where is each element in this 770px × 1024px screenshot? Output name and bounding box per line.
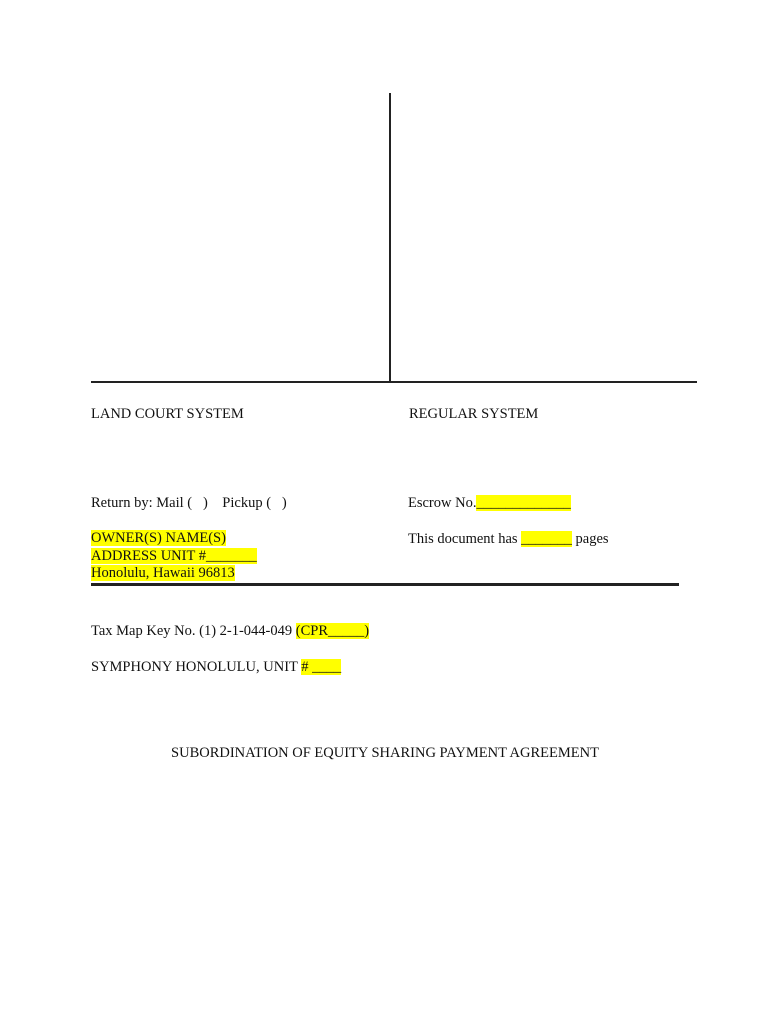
escrow-number-line — [408, 494, 571, 512]
recording-box-vertical-rule — [389, 93, 391, 382]
tax-map-key-prefix: Tax Map Key No. (1) 2-1-044-049 — [91, 623, 296, 639]
regular-system-label: REGULAR SYSTEM — [409, 406, 539, 422]
page-count-line — [408, 530, 609, 548]
unit-prefix: SYMPHONY HONOLULU, UNIT — [91, 659, 302, 675]
unit-number-blank: # ____ — [301, 659, 342, 675]
owner-city: Honolulu, Hawaii 96813 — [91, 565, 235, 581]
return-by-line: Return by: Mail ( ) Pickup ( ) — [91, 495, 287, 511]
page-count-blank: _______ — [521, 531, 572, 547]
cpr-blank: (CPR_____) — [295, 623, 370, 639]
owner-address: ADDRESS UNIT #_______ — [91, 547, 257, 564]
section-divider-rule — [91, 583, 679, 586]
owner-address-block — [91, 530, 257, 583]
escrow-number-blank: _____________ — [476, 495, 571, 511]
escrow-label: Escrow No. — [408, 495, 477, 511]
recording-box-horizontal-rule — [91, 381, 697, 383]
page-count-suffix: pages — [571, 531, 609, 547]
tax-map-key-line — [91, 622, 369, 640]
page-count-prefix: This document has — [408, 531, 522, 547]
owner-name: OWNER(S) NAME(S) — [91, 530, 226, 546]
land-court-system-label: LAND COURT SYSTEM — [91, 406, 244, 422]
unit-line — [91, 658, 341, 676]
document-title: SUBORDINATION OF EQUITY SHARING PAYMENT AGREEMENT — [171, 745, 599, 761]
